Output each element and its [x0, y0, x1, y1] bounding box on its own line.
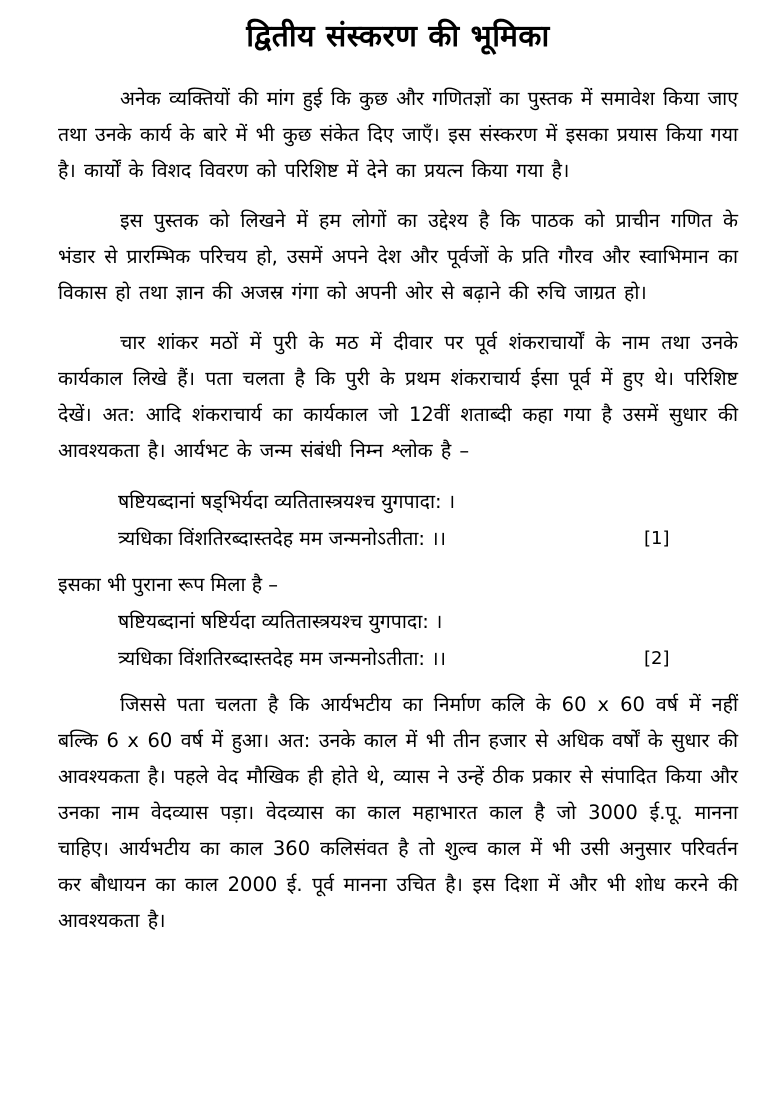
- verse-2-line-2: [58, 640, 738, 677]
- verse-2-intro: इसका भी पुराना रूप मिला है –: [58, 573, 279, 596]
- verse-2-line-1: षष्टियब्दानां षष्टिर्यदा व्यतितास्त्रयश्च युगपादा: ।: [118, 610, 443, 633]
- verse-1-line-1: षष्टियब्दानां षड्भिर्यदा व्यतितास्त्रयश्च युगपादा: ।: [118, 490, 456, 513]
- verse-1-line-2-text: त्र्यधिका विंशतिरब्दास्तदेह मम जन्मनोऽतीता: ।।: [118, 527, 446, 550]
- page-title: द्वितीय संस्करण की भूमिका: [246, 19, 550, 54]
- verse-2-number: [2]: [644, 648, 670, 669]
- paragraph-2: इस पुस्तक को लिखने में हम लोगों का उद्देश्य है कि पाठक को प्राचीन गणित के भंडार से प्रारम्भिक परिचय हो, उसमें अपने देश और पूर्वजों के प्रति गौरव और स्वाभिमान का विकास हो तथा ज्ञान की अजस्र गंगा को अपनी ओर से बढ़ाने की रुचि जाग्रत हो।: [58, 209, 738, 304]
- paragraph-closing: जिससे पता चलता है कि आर्यभटीय का निर्माण कलि के 60 x 60 वर्ष में नहीं बल्कि 6 x 60 वर्ष में हुआ। अत: उनके काल में भी तीन हजार से अधिक वर्षों के सुधार की आवश्यकता है। पहले वेद मौखिक ही होते थे, व्यास ने उन्हें ठीक प्रकार से संपादित किया और उनका नाम वेदव्यास पड़ा। वेदव्यास का काल महाभारत काल है जो 3000 ई.पू. मानना चाहिए। आर्यभटीय का काल 360 कलिसंवत है तो शुल्व काल में भी उसी अनुसार परिवर्तन कर बौधायन का काल 2000 ई. पूर्व मानना उचित है। इस दिशा में और भी शोध करने की आवश्यकता है।: [58, 693, 738, 932]
- paragraph-1: अनेक व्यक्तियों की मांग हुई कि कुछ और गणितज्ञों का पुस्तक में समावेश किया जाए तथा उनके कार्य के बारे में भी कुछ संकेत दिए जाएँ। इस संस्करण में इसका प्रयास किया गया है। कार्यों के विशद विवरण को परिशिष्ट में देने का प्रयत्न किया गया है।: [58, 87, 738, 182]
- paragraph-3: चार शांकर मठों में पुरी के मठ में दीवार पर पूर्व शंकराचार्यों के नाम तथा उनके कार्यकाल लिखे हैं। पता चलता है कि पुरी के प्रथम शंकराचार्य ईसा पूर्व में हुए थे। परिशिष्ट देखें। अत: आदि शंकराचार्य का कार्यकाल जो 12वीं शताब्दी कहा गया है उसमें सुधार की आवश्यकता है। आर्यभट के जन्म संबंधी निम्न श्लोक है –: [58, 331, 738, 462]
- verse-1-number: [1]: [644, 528, 670, 549]
- verse-1-line-2: [58, 520, 738, 557]
- verse-2: [58, 603, 738, 677]
- verse-1: [58, 483, 738, 557]
- verse-2-line-2-text: त्र्यधिका विंशतिरब्दास्तदेह मम जन्मनोऽतीता: ।।: [118, 647, 446, 670]
